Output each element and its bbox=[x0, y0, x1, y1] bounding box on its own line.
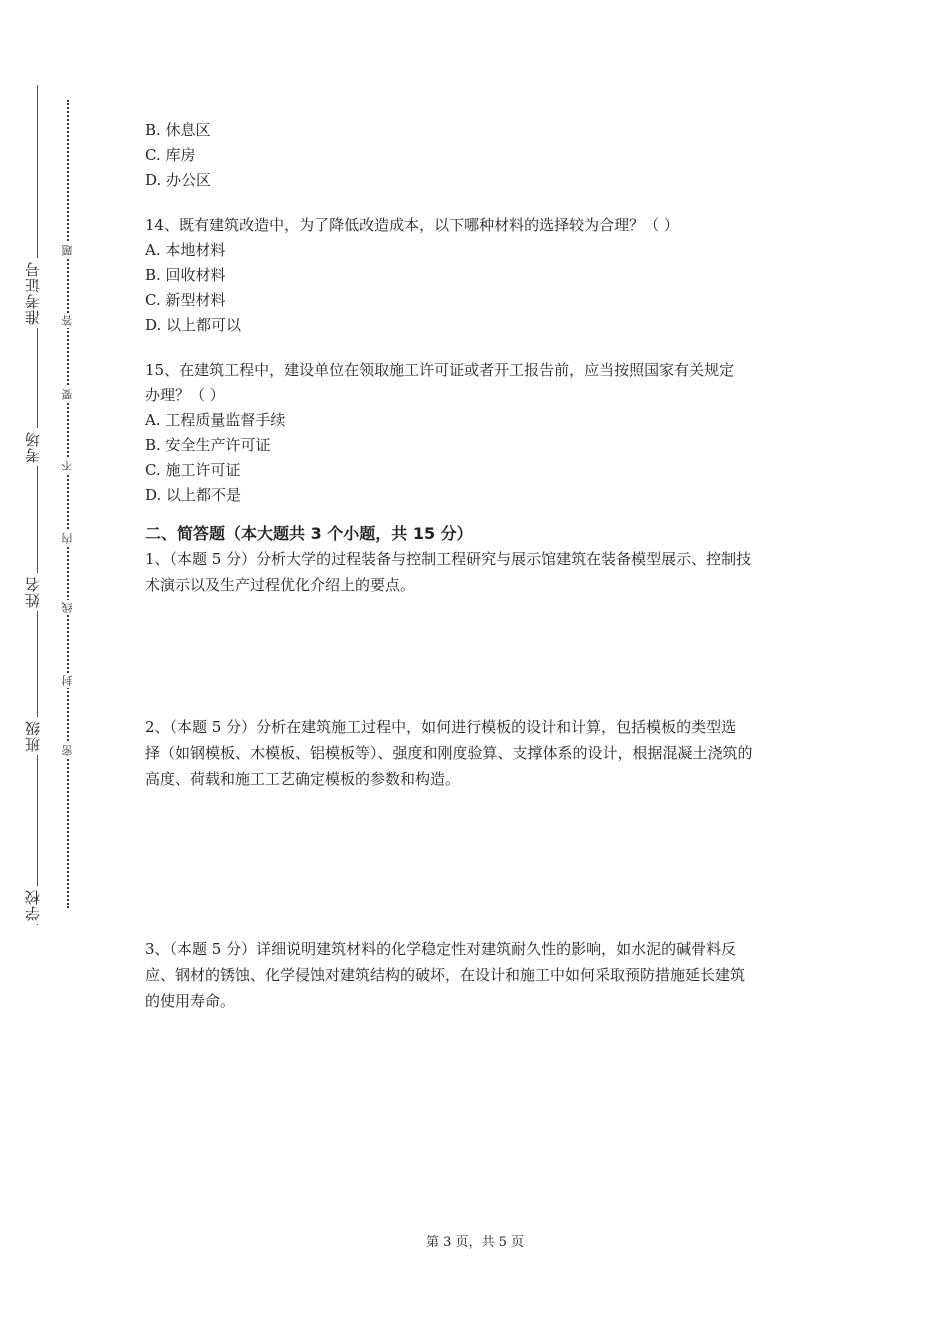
seal-char: 密 bbox=[61, 745, 74, 756]
option-a: A. 本地材料 bbox=[145, 241, 226, 259]
page-number: 第 3 页，共 5 页 bbox=[425, 1235, 525, 1250]
essay-line: 高度、荷载和施工工艺确定模板的参数和构造。 bbox=[145, 770, 461, 788]
essay-question-3 bbox=[145, 936, 810, 1014]
essay-line: 术演示以及生产过程优化介绍上的要点。 bbox=[145, 576, 416, 594]
field-label-name: 姓名 bbox=[22, 573, 43, 611]
question-stem: 14、既有建筑改造中，为了降低改造成本，以下哪种材料的选择较为合理？（ ） bbox=[145, 216, 679, 234]
seal-char: 线 bbox=[61, 602, 74, 613]
essay-line: 择（如钢模板、木模板、铝模板等）、强度和刚度验算、支撑体系的设计，根据混凝土浇筑的 bbox=[145, 744, 753, 762]
exam-content bbox=[145, 118, 810, 1014]
essay-question-1 bbox=[145, 546, 810, 714]
binding-solid-line bbox=[37, 85, 38, 925]
essay-line: 应、钢材的锈蚀、化学侵蚀对建筑结构的破坏，在设计和施工中如何采取预防措施延长建筑 bbox=[145, 966, 746, 984]
question-stem: 15、在建筑工程中，建设单位在领取施工许可证或者开工报告前，应当按照国家有关规定 bbox=[145, 361, 735, 379]
option-c: C. 库房 bbox=[145, 146, 196, 164]
option-c: C. 施工许可证 bbox=[145, 461, 241, 479]
option-b: B. 安全生产许可证 bbox=[145, 436, 271, 454]
field-label-exam-number: 准考证号 bbox=[22, 258, 43, 328]
option-b: B. 休息区 bbox=[145, 121, 211, 139]
seal-char: 答 bbox=[61, 315, 74, 326]
question-14 bbox=[145, 213, 810, 338]
option-c: C. 新型材料 bbox=[145, 291, 226, 309]
section-title: 二、简答题（本大题共 3 个小题，共 15 分） bbox=[145, 524, 473, 543]
binding-strip bbox=[0, 0, 110, 1344]
essay-line: 的使用寿命。 bbox=[145, 992, 236, 1010]
question-13-tail bbox=[145, 118, 810, 193]
field-label-exam-room: 考场 bbox=[22, 428, 43, 466]
option-d: D. 办公区 bbox=[145, 171, 212, 189]
question-15 bbox=[145, 358, 810, 508]
seal-char: 内 bbox=[61, 533, 74, 544]
essay-question-2 bbox=[145, 714, 810, 936]
option-d: D. 以上都可以 bbox=[145, 316, 242, 334]
option-d: D. 以上都不是 bbox=[145, 486, 242, 504]
question-stem: 办理？（ ） bbox=[145, 386, 225, 404]
option-b: B. 回收材料 bbox=[145, 266, 226, 284]
option-a: A. 工程质量监督手续 bbox=[145, 411, 286, 429]
seal-char: 要 bbox=[61, 389, 74, 400]
seal-char: 不 bbox=[61, 460, 74, 471]
essay-line: 1、（本题 5 分）分析大学的过程装备与控制工程研究与展示馆建筑在装备模型展示、控制技 bbox=[145, 550, 752, 568]
seal-char: 封 bbox=[61, 675, 74, 686]
seal-char: 题 bbox=[61, 245, 74, 256]
essay-line: 3、（本题 5 分）详细说明建筑材料的化学稳定性对建筑耐久性的影响，如水泥的碱骨料反 bbox=[145, 940, 737, 958]
field-label-school: 学校 bbox=[22, 886, 43, 924]
essay-line: 2、（本题 5 分）分析在建筑施工过程中，如何进行模板的设计和计算，包括模板的类型选 bbox=[145, 718, 737, 736]
binding-dotted-line bbox=[67, 100, 69, 908]
field-label-class: 班级 bbox=[22, 717, 43, 755]
